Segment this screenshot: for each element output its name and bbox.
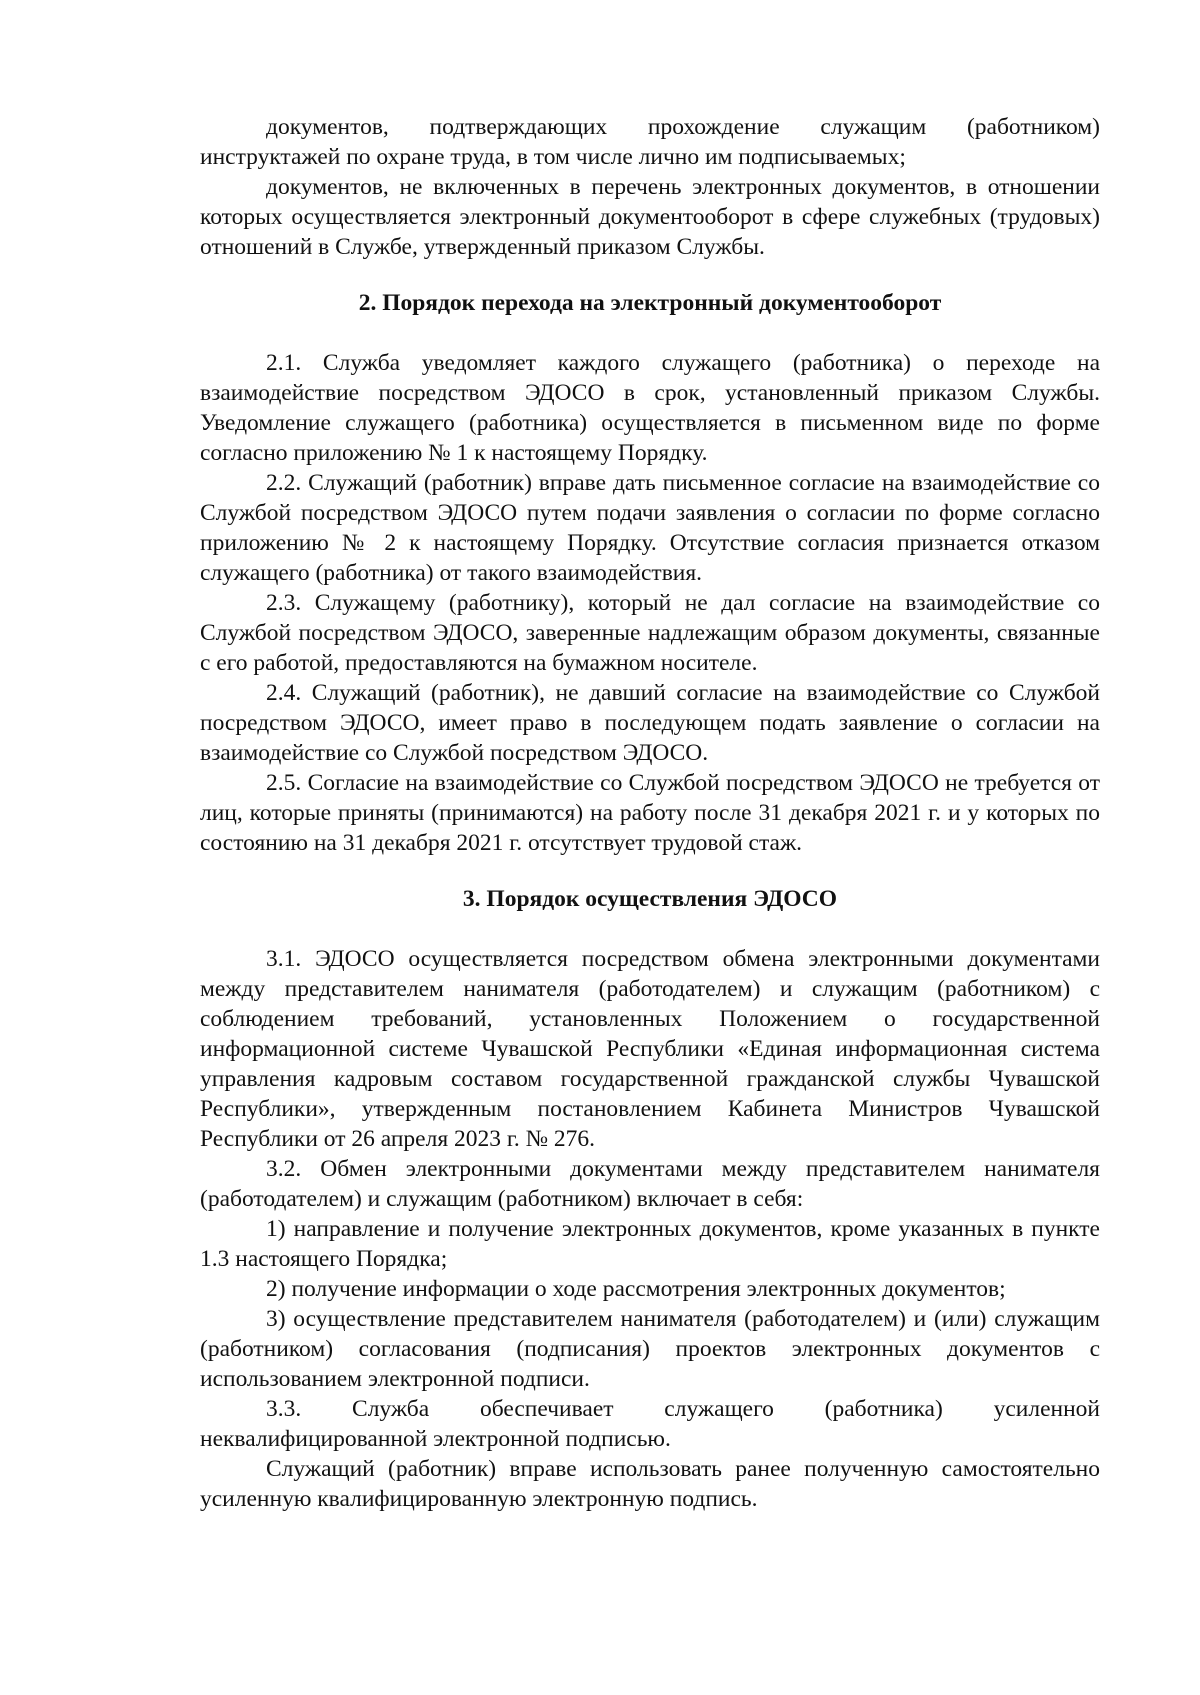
paragraph-intro-2: документов, не включенных в перечень электронных документов, в отношении которых осуществляется электронный документооборот в сфере служебных (трудовых) отношений в Службе, утвержденный приказом Службы. (200, 174, 1100, 260)
paragraph-3-2: 3.2. Обмен электронными документами между представителем нанимателя (работодателем) и служащим (работником) включает в себя: (200, 1156, 1100, 1212)
list-item-3-2-3: 3) осуществление представителем нанимателя (работодателем) и (или) служащим (работником) согласования (подписания) проектов электронных документов с использованием электронной подписи. (200, 1306, 1100, 1392)
paragraph-2-3: 2.3. Служащему (работнику), который не дал согласие на взаимодействие со Службой посредством ЭДОСО, заверенные надлежащим образом документы, связанные с его работой, предоставляются на бумажном носителе. (200, 590, 1100, 676)
section-2-heading: 2. Порядок перехода на электронный документооборот (358, 290, 942, 316)
list-item-3-2-2: 2) получение информации о ходе рассмотрения электронных документов; (266, 1276, 1006, 1302)
paragraph-3-3: 3.3. Служба обеспечивает служащего (работника) усиленной неквалифицированной электронной подписью. (200, 1396, 1100, 1452)
document-page (200, 112, 1100, 1514)
list-item-3-2-1: 1) направление и получение электронных документов, кроме указанных в пункте 1.3 настоящего Порядка; (200, 1216, 1100, 1272)
paragraph-intro-1: документов, подтверждающих прохождение служащим (работником) инструктажей по охране труда, в том числе лично им подписываемых; (200, 114, 1100, 170)
paragraph-3-3-signature: Служащий (работник) вправе использовать ранее полученную самостоятельно усиленную квалифицированную электронную подпись. (200, 1456, 1100, 1512)
paragraph-2-5: 2.5. Согласие на взаимодействие со Службой посредством ЭДОСО не требуется от лиц, которые приняты (принимаются) на работу после 31 декабря 2021 г. и у которых по состоянию на 31 декабря 2021 г. отсутствует трудовой стаж. (200, 770, 1100, 856)
paragraph-2-1: 2.1. Служба уведомляет каждого служащего (работника) о переходе на взаимодействие посредством ЭДОСО в срок, установленный приказом Службы. Уведомление служащего (работника) осуществляется в письменном виде по форме согласно приложению № 1 к настоящему Порядку. (200, 350, 1100, 466)
paragraph-2-4: 2.4. Служащий (работник), не давший согласие на взаимодействие со Службой посредством ЭДОСО, имеет право в последующем подать заявление о согласии на взаимодействие со Службой посредством ЭДОСО. (200, 680, 1100, 766)
paragraph-3-1: 3.1. ЭДОСО осуществляется посредством обмена электронными документами между представителем нанимателя (работодателем) и служащим (работником) с соблюдением требований, установленных Положением о государственной информационной системе Чувашской Республики «Единая информационная система управления кадровым составом государственной гражданской службы Чувашской Республики», утвержденным постановлением Кабинета Министров Чувашской Республики от 26 апреля 2023 г. № 276. (200, 946, 1100, 1152)
paragraph-2-2: 2.2. Служащий (работник) вправе дать письменное согласие на взаимодействие со Службой посредством ЭДОСО путем подачи заявления о согласии по форме согласно приложению № 2 к настоящему Порядку. Отсутствие согласия признается отказом служащего (работника) от такого взаимодействия. (200, 470, 1100, 586)
section-3-heading: 3. Порядок осуществления ЭДОСО (462, 886, 838, 912)
